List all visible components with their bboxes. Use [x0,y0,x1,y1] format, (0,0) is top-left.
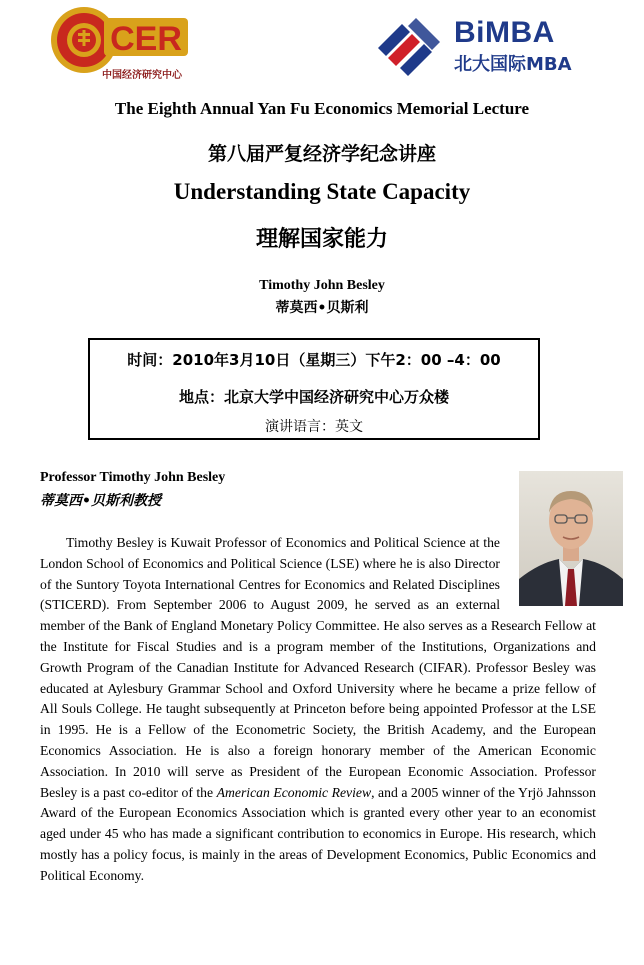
ccer-subtitle: 中国经济研究中心 [102,70,182,81]
event-language: 演讲语言：英文 [265,419,363,435]
biography-paragraph [40,533,596,887]
bio-journal-title: American Economic Review [216,784,372,800]
bimba-subtitle: 北大国际MBA [454,54,572,75]
lecture-title-en: The Eighth Annual Yan Fu Economics Memorial Lecture [114,99,530,118]
topic-title-cn: 理解国家能力 [255,226,388,252]
lecture-title-cn: 第八届严复经济学纪念讲座 [207,143,436,165]
bio-text-part2: , and a 2005 winner of the Yrjö Jahnsson Award of the European Economics Association which is granted every other year to an economist aged under 45 who has made a significant contribution to economics in Europe. His research, which mostly has a policy focus, is mainly in the areas of Development Economics, Public Economics and Political Economy. [40,784,596,883]
biography [40,533,596,887]
bio-text-part1: Timothy Besley is Kuwait Professor of Economics and Political Science at the London School of Economics and Political Science (LSE) where he is also Director of the Suntory Toyota International Centres for Economics and Related Disciplines (STICERD). From September 2006 to August 2009, he served as an external member of the Bank of England Monetary Policy Committee. He also serves as a Research Fellow at the Institute for Fiscal Studies and is a program member of the Institutions, Organizations and Growth Program of the Canadian Institute for Advanced Research (CIFAR). Professor Besley was educated at Aylesbury Grammar School and Oxford University where he became a prize fellow of All Souls College. He taught subsequently at Princeton before being appointed Professor at the LSE in 1995. He is a Fellow of the Econometric Society, the British Academy, and the European Economics Association. He is also a foreign honorary member of the American Economic Association. In 2010 will serve as President of the European Economic Association. Professor Besley is a past co-editor of the [40,535,596,800]
speaker-name-en: Timothy John Besley [259,278,385,293]
bimba-wordmark: BiMBA [454,16,555,49]
photo-wrap-spacer [500,533,596,613]
svg-text:CER: CER [110,20,182,58]
profile-name-cn: 蒂莫西•贝斯利教授 [40,493,161,509]
event-time: 时间：2010年3月10日（星期三）下午2：00 –4：00 [127,351,501,369]
event-place: 地点：北京大学中国经济研究中心万众楼 [178,388,449,406]
topic-title-en: Understanding State Capacity [173,179,471,204]
profile-name-en: Professor Timothy John Besley [40,470,226,485]
bimba-emblem-icon [372,12,450,76]
event-info-box [88,338,540,440]
bimba-logo [372,12,582,76]
ccer-logo [44,2,194,84]
speaker-name-cn: 蒂莫西•贝斯利 [275,300,369,316]
